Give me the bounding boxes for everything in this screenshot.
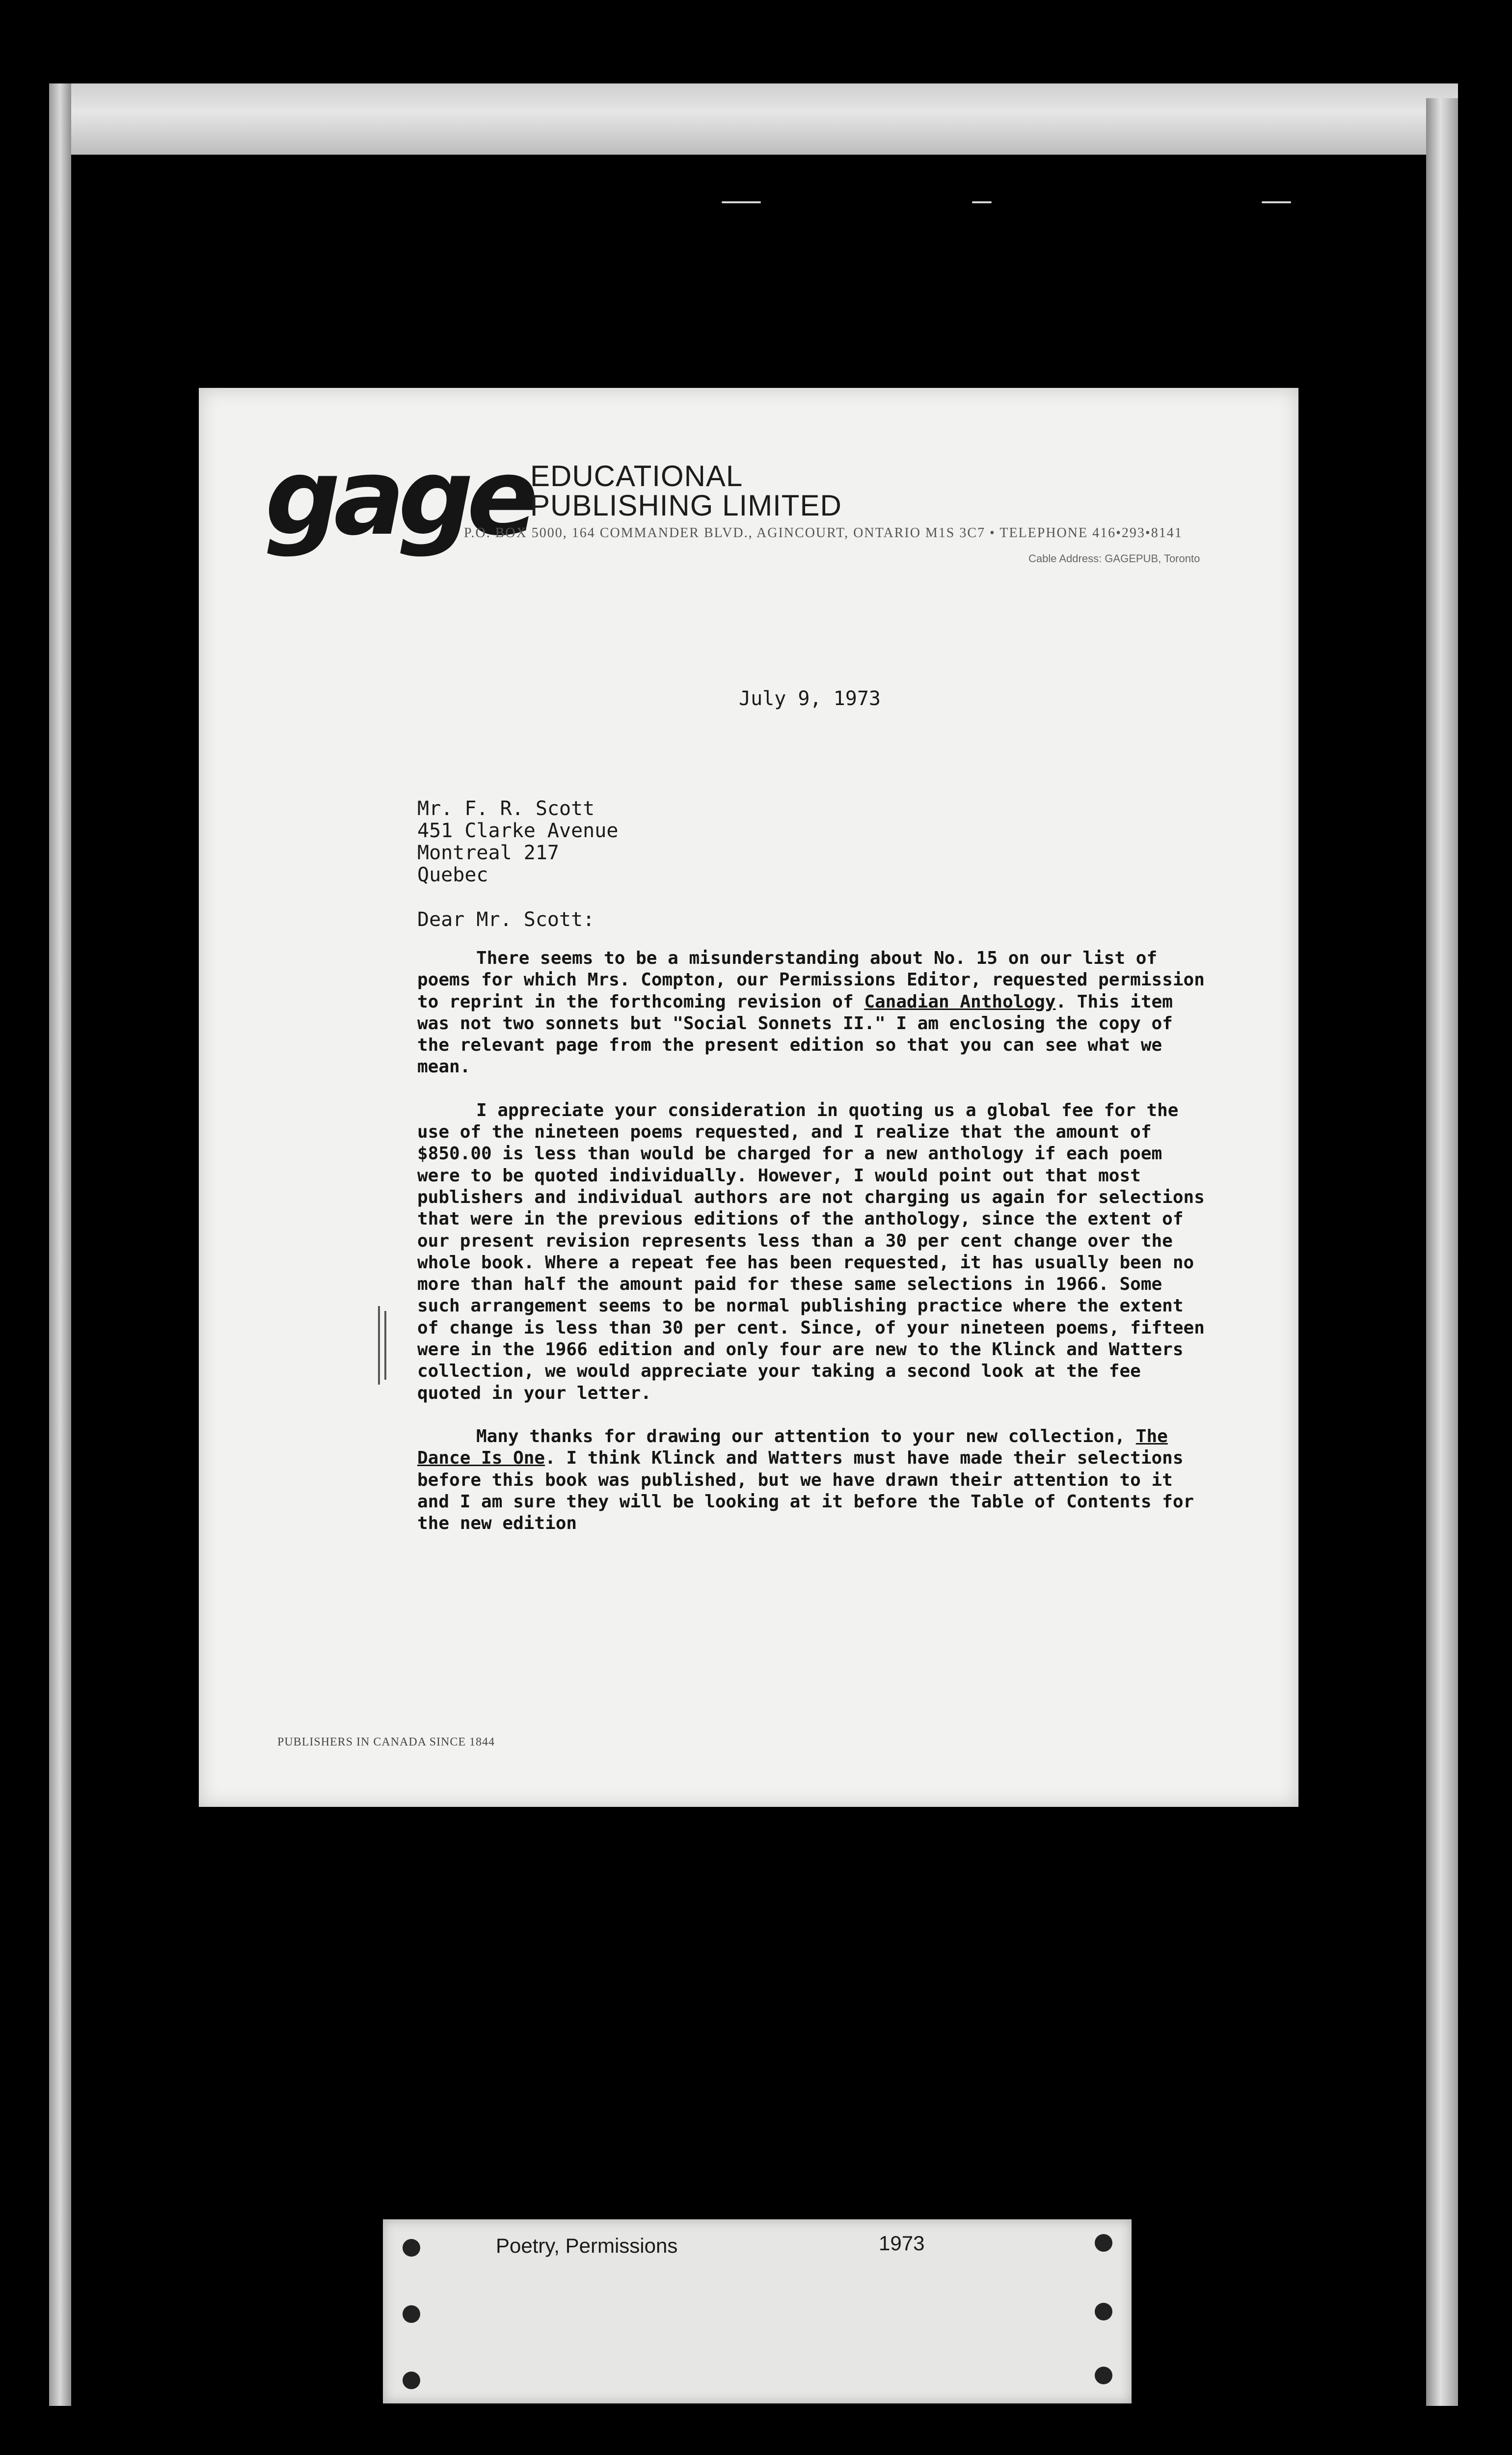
paragraph-text: Many thanks for drawing our attention to your new collection, [476,1426,1136,1446]
film-strip-left [49,83,71,2406]
gage-logo: gage [265,436,532,559]
paragraph-3 [417,1426,1213,1534]
recipient-line: 451 Clarke Avenue [417,819,619,842]
film-strip-right [1426,98,1458,2406]
letterhead-address: P.O. BOX 5000, 164 COMMANDER BLVD., AGINCOURT, ONTARIO M1S 3C7 • TELEPHONE 416•293•8141 [464,525,1183,541]
punch-hole [1095,2367,1112,2384]
letter-body [417,948,1213,1556]
film-scratch [722,201,761,203]
film-scratch [972,201,992,203]
index-label-card [383,2219,1132,2403]
punch-hole [1095,2303,1112,2320]
punch-hole [403,2372,420,2389]
film-strip-top [49,83,1458,155]
book-title: Canadian Anthology [864,991,1056,1012]
letter-date: July 9, 1973 [739,687,881,710]
recipient-address [417,798,618,886]
margin-pen-mark [384,1311,386,1380]
punch-hole [403,2239,420,2257]
letter-footer: PUBLISHERS IN CANADA SINCE 1844 [277,1736,495,1748]
salutation: Dear Mr. Scott: [417,908,595,931]
paragraph-2: I appreciate your consideration in quoting us a global fee for the use of the nineteen poems requested, and I realize that the amount of $850.00 is less than would be charged for a new anthology if each poem were to be quoted individually. However, I would point out that most publishers and individual authors are not charging us again for selections that were in the previous editions of the anthology, since the extent of our present revision represents less than a 30 per cent change over the whole book. Where a repeat fee has been requested, it has usually been no more than half the amount paid for these same selections in 1966. Some such arrangement seems to be normal publishing practice where the extent of change is less than 30 per cent. Since, of your nineteen poems, fifteen were in the 1966 edition and only four are new to the Klinck and Watters collection, we would appreciate your taking a second look at the fee quoted in your letter. [417,1100,1205,1403]
book-title: The Dance Is One [417,1426,1168,1469]
cable-address: Cable Address: GAGEPUB, Toronto [1028,552,1200,565]
label-subject: Poetry, Permissions [496,2234,678,2257]
punch-hole [1095,2234,1112,2252]
recipient-line: Montreal 217 [417,842,559,864]
letter-page [199,388,1298,1807]
paragraph-1 [417,948,1213,1078]
company-name [530,462,842,520]
label-year: 1973 [879,2232,925,2255]
company-line-2: PUBLISHING LIMITED [530,489,842,522]
film-scratch [1262,201,1291,203]
paragraph-text: There seems to be a misunderstanding about No. 15 on our list of poems for which Mrs. Compton, our Permissions Editor, requested permission to reprint in the forthcoming revision of [417,948,1205,1012]
margin-pen-mark [378,1306,380,1385]
recipient-line: Mr. F. R. Scott [417,797,595,820]
punch-hole [403,2305,420,2323]
paragraph-text: . I think Klinck and Watters must have made their selections before this book was published, but we have drawn their attention to it and I am sure they will be looking at it before the Table of Contents for the new edition [417,1448,1194,1534]
recipient-line: Quebec [417,864,488,886]
paragraph-text: . This item was not two sonnets but "Social Sonnets II." I am enclosing the copy of the relevant page from the present edition so that you can see what we mean. [417,991,1173,1077]
company-line-1: EDUCATIONAL [530,460,743,492]
